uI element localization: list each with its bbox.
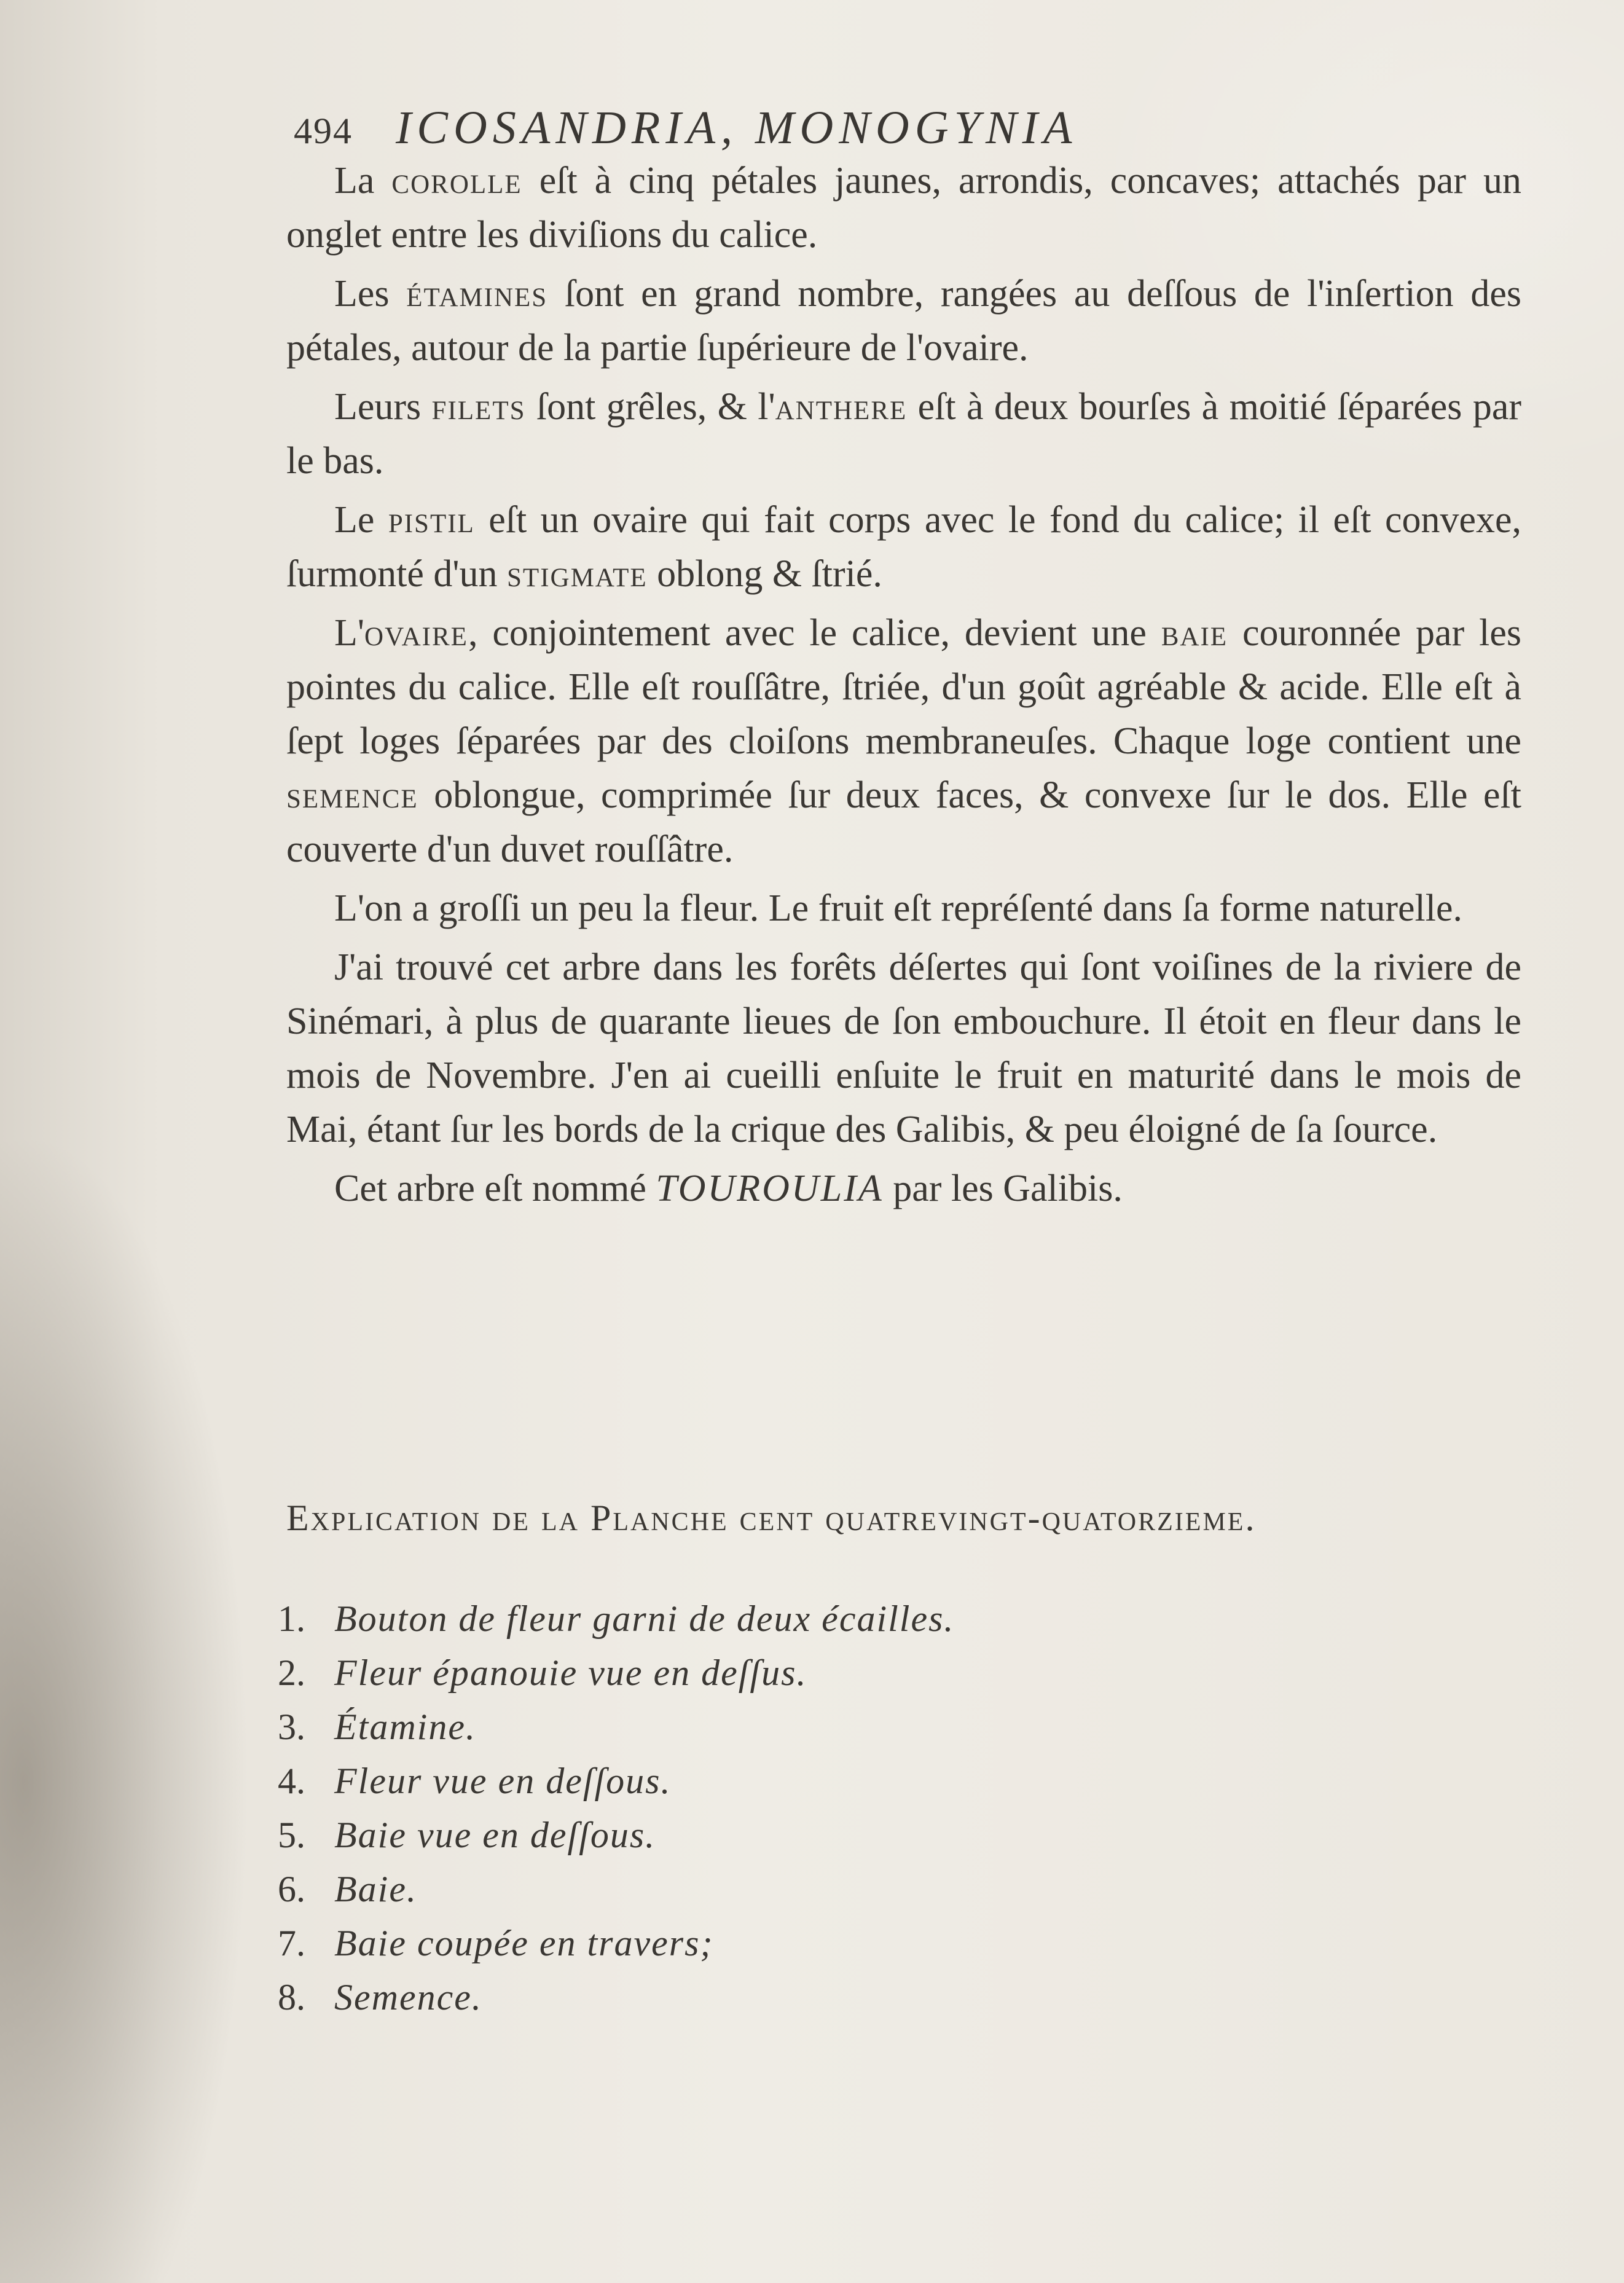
text-run: eſt à cinq pétales jaunes, arrondis, concaves; attachés par un onglet entre les diviſions du calice. bbox=[286, 160, 1521, 256]
emphasis-term: étamines bbox=[406, 273, 548, 315]
figure-caption: Fleur vue en deſſous. bbox=[334, 1761, 672, 1801]
figure-number: 4. bbox=[278, 1761, 305, 1801]
text-run: ſont grêles, & l' bbox=[525, 386, 775, 428]
text-run: La bbox=[334, 160, 392, 202]
emphasis-term: corolle bbox=[391, 160, 522, 202]
emphasis-term: pistil bbox=[388, 499, 475, 541]
figure-item bbox=[278, 1808, 1199, 1862]
figure-number: 7. bbox=[278, 1923, 305, 1963]
text-run: Les bbox=[334, 273, 407, 315]
figure-item bbox=[278, 1646, 1199, 1700]
plate-figure-list bbox=[278, 1592, 1199, 2024]
page-number: 494 bbox=[294, 111, 353, 151]
figure-caption: Baie vue en deſſous. bbox=[334, 1815, 656, 1855]
text-run: oblong & ſtrié. bbox=[647, 553, 882, 595]
text-run: couronnée par les pointes du calice. Elle eſt rouſſâtre, ſtriée, d'un goût agréable & acide. Elle eſt à ſept loges ſéparées par des cloiſons membraneuſes. Chaque loge contient une bbox=[286, 612, 1521, 762]
paragraph bbox=[286, 380, 1521, 488]
figure-caption: Baie coupée en travers; bbox=[334, 1923, 714, 1963]
emphasis-term: filets bbox=[431, 386, 526, 428]
figure-item bbox=[278, 1970, 1199, 2024]
paragraph bbox=[286, 1161, 1521, 1216]
figure-item bbox=[278, 1700, 1199, 1754]
figure-item bbox=[278, 1754, 1199, 1808]
emphasis-term: baie bbox=[1161, 612, 1228, 654]
emphasis-term: stigmate bbox=[507, 553, 648, 595]
text-run: eſt à deux bourſes à moitié ſéparées par le bas. bbox=[286, 386, 1521, 482]
paragraph bbox=[286, 940, 1521, 1157]
paragraph bbox=[286, 267, 1521, 375]
running-title: ICOSANDRIA, MONOGYNIA bbox=[396, 102, 1078, 154]
text-run: ſont en grand nombre, rangées au deſſous de l'inſertion des pétales, autour de la partie ſupérieure de l'ovaire. bbox=[286, 273, 1521, 369]
emphasis-term: semence bbox=[286, 774, 418, 816]
figure-caption: Semence. bbox=[334, 1977, 482, 2018]
figure-caption: Baie. bbox=[334, 1869, 417, 1909]
text-run: J'ai trouvé cet arbre dans les forêts déſertes qui ſont voiſines de la riviere de Sinémari, à plus de quarante lieues de ſon embouchure. Il étoit en fleur dans le mois de Novembre. J'en ai cueilli enſuite le fruit en maturité dans le mois de Mai, étant ſur les bords de la crique des Galibis, & peu éloigné de ſa ſource. bbox=[286, 946, 1521, 1150]
paragraph bbox=[286, 881, 1521, 935]
figure-number: 8. bbox=[278, 1977, 305, 2018]
paragraph bbox=[286, 493, 1521, 601]
page-header bbox=[294, 97, 1400, 159]
figure-item bbox=[278, 1862, 1199, 1916]
paragraph bbox=[286, 154, 1521, 262]
figure-caption: Fleur épanouie vue en deſſus. bbox=[334, 1652, 807, 1693]
figure-number: 3. bbox=[278, 1707, 305, 1747]
plate-explanation-title: Explication de la Planche cent quatrevingt-quatorzieme. bbox=[286, 1498, 1257, 1538]
body-text bbox=[286, 154, 1521, 1220]
figure-number: 6. bbox=[278, 1869, 305, 1909]
text-run: par les Galibis. bbox=[883, 1168, 1123, 1209]
figure-item bbox=[278, 1592, 1199, 1646]
text-run: L' bbox=[334, 612, 365, 654]
text-run: Leurs bbox=[334, 386, 432, 428]
figure-caption: Étamine. bbox=[334, 1707, 476, 1747]
emphasis-term: anthere bbox=[775, 386, 908, 428]
emphasis-term: TOUROULIA bbox=[656, 1168, 884, 1209]
figure-item bbox=[278, 1916, 1199, 1970]
figure-number: 5. bbox=[278, 1815, 305, 1855]
text-run: , conjointement avec le calice, devient une bbox=[468, 612, 1161, 654]
text-run: eſt un ovaire qui fait corps avec le fond du calice; il eſt convexe, ſurmonté d'un bbox=[286, 499, 1522, 595]
text-run: Cet arbre eſt nommé bbox=[334, 1168, 656, 1209]
text-run: oblongue, comprimée ſur deux faces, & convexe ſur le dos. Elle eſt couverte d'un duvet rouſſâtre. bbox=[286, 774, 1521, 870]
paragraph bbox=[286, 606, 1521, 876]
emphasis-term: ovaire bbox=[364, 612, 468, 654]
text-run: L'on a groſſi un peu la fleur. Le fruit eſt repréſenté dans ſa forme naturelle. bbox=[334, 887, 1462, 929]
figure-caption: Bouton de fleur garni de deux écailles. bbox=[334, 1598, 955, 1639]
figure-number: 2. bbox=[278, 1652, 305, 1693]
figure-number: 1. bbox=[278, 1598, 305, 1639]
text-run: Le bbox=[334, 499, 388, 541]
